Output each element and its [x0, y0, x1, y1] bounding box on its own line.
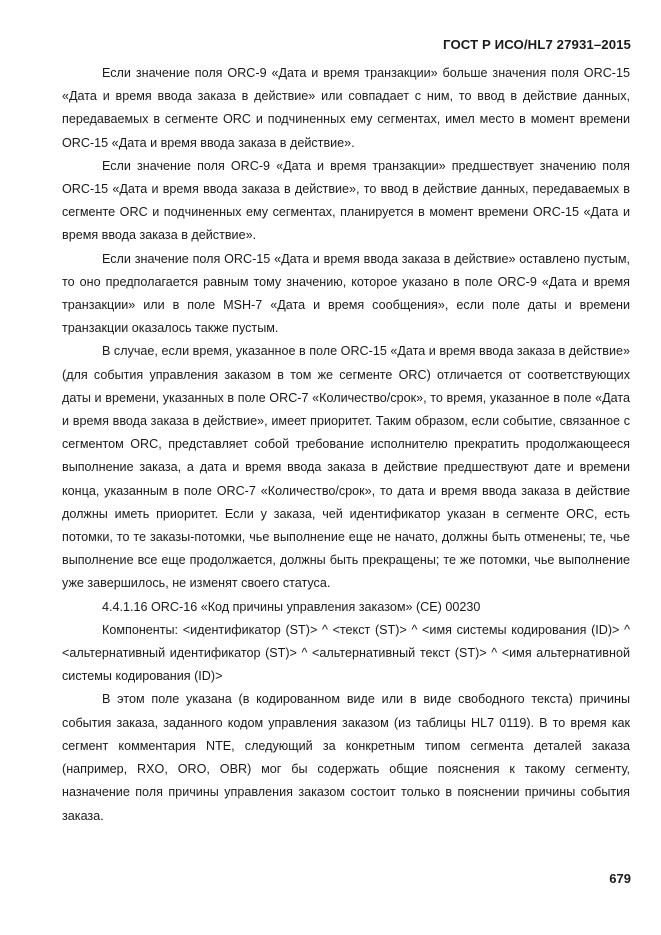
paragraph-orc9-precedes: Если значение поля ORC-9 «Дата и время транзакции» предшествует значению поля ORC-15 «Дата и время ввода заказа в действие», то ввод в действие данных, передаваемых в сегменте ORC и подчиненных ему сегментах, планируется в момент времени ORC-15 «Дата и время ввода заказа в действие». — [62, 158, 630, 243]
paragraph-orc15-empty: Если значение поля ORC-15 «Дата и время ввода заказа в действие» оставлено пустым, то оно предполагается равным тому значению, которое указано в поле ORC-9 «Дата и время транзакции» или в поле MSH-7 «Дата и время сообщения», если поле даты и времени транзакции оказалось также пустым. — [62, 251, 630, 336]
paragraph-orc9-greater: Если значение поля ORC-9 «Дата и время транзакции» больше значения поля ORC-15 «Дата и время ввода заказа в действие» или совпадает с ним, то ввод в действие данных, передаваемых в сегменте ORC и подчиненных ему сегментах, имел место в момент времени ORC-15 «Дата и время ввода заказа в действие». — [62, 66, 630, 150]
page-number: 679 — [609, 871, 631, 886]
document-body — [62, 62, 630, 828]
section-heading-orc16: 4.4.1.16 ORC-16 «Код причины управления заказом» (CE) 00230 — [102, 599, 481, 614]
paragraph-reason-field: В этом поле указана (в кодированном виде или в виде свободного текста) причины события заказа, заданного кодом управления заказом (из таблицы HL7 0119). В то время как сегмент комментария NTE, следующий за конкретным типом сегмента деталей заказа (например, RXO, ORO, OBR) мог бы содержать общие пояснения к такому сегменту, назначение поля причины управления заказом состоит только в пояснении причины события заказа. — [62, 692, 630, 823]
paragraph-time-priority: В случае, если время, указанное в поле ORC-15 «Дата и время ввода заказа в действие» (для события управления заказом в том же сегменте ORC) отличается от соответствующих даты и времени, указанных в поле ORC-7 «Количество/срок», то время, указанное в поле «Дата и время ввода заказа в действие», имеет приоритет. Таким образом, если событие, связанное с сегментом ORC, представляет собой требование исполнителю прекратить продолжающееся выполнение заказа, а дата и время ввода заказа в действие предшествуют дате и времени конца, указанным в поле ORC-7 «Количество/срок», то дата и время ввода заказа в действие должны иметь приоритет. Если у заказа, чей идентификатор указан в сегменте ORC, есть потомки, то те заказы-потомки, чье выполнение еще не начато, должны быть отменены; те, чье выполнение все еще продолжается, должны быть прекращены; те же потомки, чье выполнение уже завершилось, не изменят своего статуса. — [62, 344, 630, 591]
page-header-standard: ГОСТ Р ИСО/HL7 27931–2015 — [443, 37, 631, 52]
paragraph-components: Компоненты: <идентификатор (ST)> ^ <текст (ST)> ^ <имя системы кодирования (ID)> ^ <альтернативный идентификатор (ST)> ^ <альтернативный текст (ST)> ^ <имя альтернативной системы кодирования (ID)> — [62, 622, 630, 684]
